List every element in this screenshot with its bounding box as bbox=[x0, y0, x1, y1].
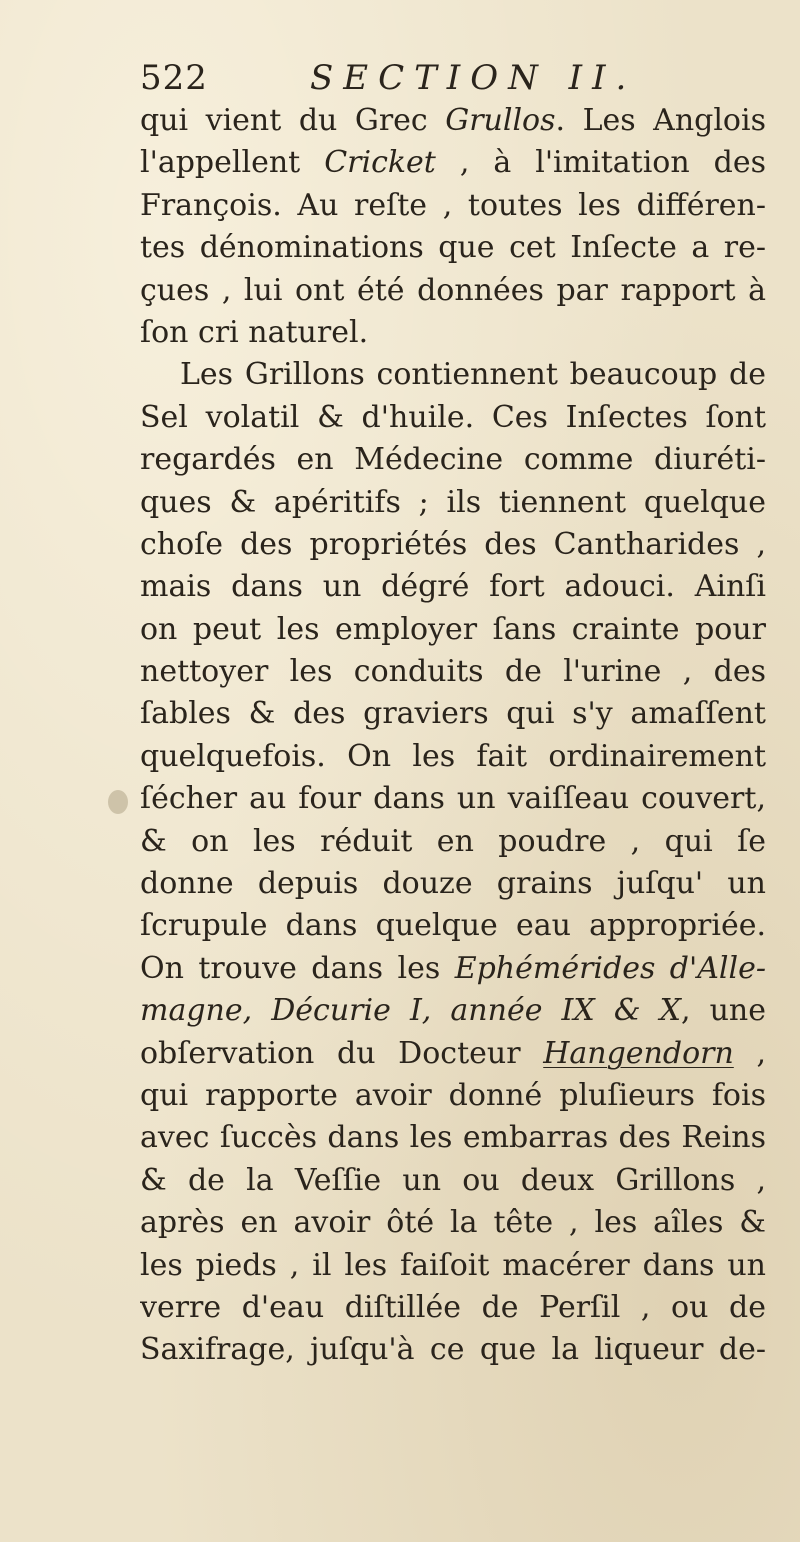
text-segment: çues , lui ont été données par rapport à bbox=[140, 272, 766, 308]
text-segment: & de la Veſſie un ou deux Grillons , bbox=[140, 1162, 766, 1198]
text-segment: on peut les employer ſans crainte pour bbox=[140, 611, 766, 647]
text-line bbox=[140, 609, 766, 651]
text-segment: Sel volatil & d'huile. Ces Inſectes ſont bbox=[140, 399, 766, 435]
text-line bbox=[140, 1245, 766, 1287]
text-line bbox=[140, 1117, 766, 1159]
text-line bbox=[140, 736, 766, 778]
text-line bbox=[140, 1329, 766, 1371]
text-line bbox=[140, 354, 766, 396]
body-text bbox=[140, 100, 766, 1372]
text-line bbox=[140, 1287, 766, 1329]
text-segment: l'appellent bbox=[140, 145, 325, 181]
text-segment: tes dénominations que cet Inſecte a re- bbox=[140, 230, 766, 266]
running-head: SECTION II. bbox=[310, 58, 637, 98]
text-segment: nettoyer les conduits de l'urine , des bbox=[140, 654, 766, 690]
text-segment: , une bbox=[680, 993, 766, 1029]
text-segment: , à l'imitation des bbox=[435, 145, 766, 181]
text-segment: ques & apéritifs ; ils tiennent quelque bbox=[140, 484, 766, 520]
text-line bbox=[140, 270, 766, 312]
text-line bbox=[140, 990, 766, 1032]
text-segment: On trouve dans les bbox=[140, 950, 455, 986]
text-line bbox=[140, 693, 766, 735]
text-line bbox=[140, 482, 766, 524]
page-number: 522 bbox=[140, 58, 208, 98]
text-segment: verre d'eau diſtillée de Perſil , ou de bbox=[140, 1289, 766, 1325]
text-segment: . Les Anglois bbox=[555, 103, 766, 138]
text-line bbox=[140, 397, 766, 439]
text-segment: quelquefois. On les fait ordinairement bbox=[140, 738, 766, 774]
text-segment: ſécher au four dans un vaiſſeau couvert, bbox=[140, 781, 766, 817]
text-line bbox=[140, 185, 766, 227]
text-segment: François. Au reſte , toutes les différen- bbox=[140, 187, 766, 223]
paper-stain bbox=[108, 790, 128, 814]
text-line bbox=[140, 821, 766, 863]
text-line bbox=[140, 1033, 766, 1075]
text-segment: , bbox=[733, 1035, 766, 1071]
text-segment: obſervation du Docteur bbox=[140, 1035, 544, 1071]
italic-text: Ephémérides d'Alle- bbox=[454, 950, 766, 986]
text-segment: Saxifrage, juſqu'à ce que la liqueur de- bbox=[140, 1332, 766, 1368]
text-line bbox=[140, 1075, 766, 1117]
text-segment: regardés en Médecine comme diuréti- bbox=[140, 442, 766, 478]
text-line bbox=[140, 227, 766, 269]
text-line bbox=[140, 100, 766, 142]
text-line bbox=[140, 905, 766, 947]
text-segment: ſon cri naturel. bbox=[140, 314, 369, 350]
text-segment: qui rapporte avoir donné pluſieurs fois bbox=[140, 1077, 766, 1113]
text-segment: ſcrupule dans quelque eau appropriée. bbox=[140, 908, 766, 944]
text-line bbox=[140, 778, 766, 820]
text-line bbox=[140, 863, 766, 905]
text-segment: mais dans un dégré fort adouci. Ainſi bbox=[140, 569, 766, 605]
text-line bbox=[140, 1202, 766, 1244]
text-segment: ſables & des graviers qui s'y amaſſent bbox=[140, 696, 766, 732]
text-line bbox=[140, 312, 766, 354]
text-segment: Les Grillons contiennent beaucoup de bbox=[180, 357, 766, 393]
text-line bbox=[140, 142, 766, 184]
text-segment: après en avoir ôté la tête , les aîles & bbox=[140, 1205, 766, 1241]
italic-text: Cricket bbox=[324, 145, 436, 181]
text-line bbox=[140, 566, 766, 608]
text-line bbox=[140, 651, 766, 693]
text-line bbox=[140, 439, 766, 481]
italic-text: Hangendorn bbox=[543, 1035, 734, 1071]
text-segment: choſe des propriétés des Cantharides , bbox=[140, 526, 766, 562]
text-segment: avec ſuccès dans les embarras des Reins bbox=[140, 1120, 766, 1156]
text-line bbox=[140, 524, 766, 566]
text-segment: qui vient du Grec bbox=[140, 103, 446, 138]
text-segment: les pieds , il les faiſoit macérer dans un bbox=[140, 1247, 766, 1283]
italic-text: Grullos bbox=[445, 103, 556, 138]
text-line bbox=[140, 1160, 766, 1202]
italic-text: magne, Décurie I, année IX & X bbox=[140, 993, 681, 1029]
text-segment: & on les réduit en poudre , qui ſe bbox=[140, 823, 766, 859]
text-segment: donne depuis douze grains juſqu' un bbox=[140, 866, 766, 902]
text-line bbox=[140, 948, 766, 990]
